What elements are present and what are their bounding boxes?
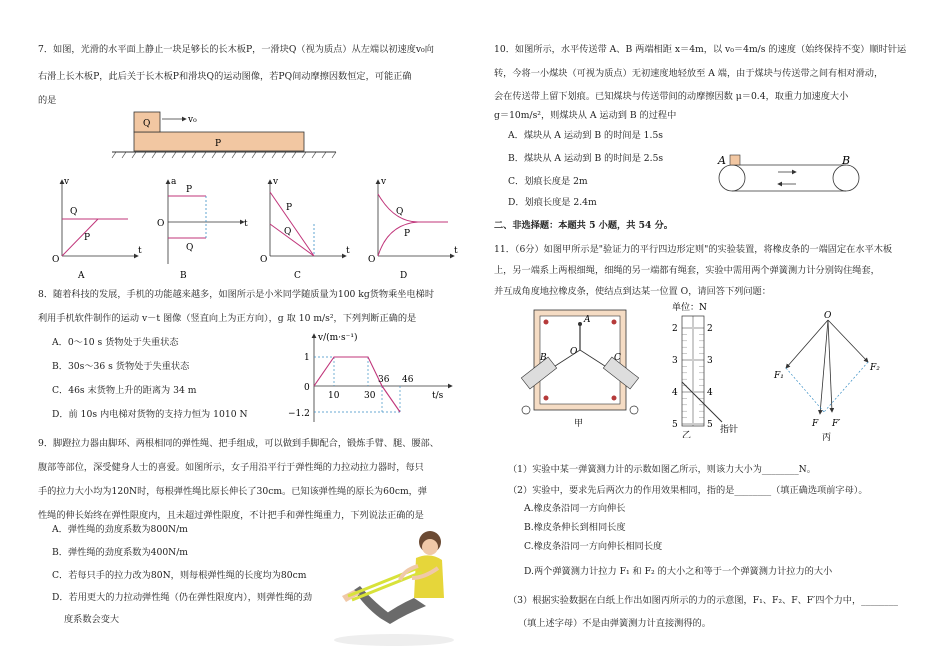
q8-yneg: −1.2 — [288, 409, 310, 419]
q11-sub3-line1: （3）根据实验数据在白纸上作出如图丙所示的力的示意图，F₁、F₂、F、F′四个力中，________ — [508, 595, 898, 606]
svg-text:丙: 丙 — [822, 433, 832, 443]
q11-fig-yi — [652, 298, 756, 438]
q10-option-d: D．划痕长度是 2.4m — [508, 197, 597, 208]
q8-x46: 46 — [402, 375, 414, 385]
svg-text:P: P — [186, 185, 193, 195]
svg-text:a: a — [171, 177, 177, 187]
svg-text:2: 2 — [672, 324, 678, 334]
svg-text:O: O — [52, 255, 60, 265]
q7-graph-b — [157, 177, 248, 281]
svg-text:O: O — [157, 219, 165, 229]
svg-text:v: v — [273, 177, 279, 187]
q8-x30: 30 — [364, 391, 376, 401]
svg-text:B: B — [540, 353, 547, 363]
q10-line3: 会在传送带上留下划痕。已知煤块与传送带间的动摩擦因数 μ＝0.4，取重力加速度大小 — [494, 91, 849, 102]
q7-fig-q: Q — [143, 119, 151, 129]
svg-text:B: B — [180, 271, 187, 281]
q9-option-c: C．若每只手的拉力改为80N，则每根弹性绳的长度均为80cm — [52, 570, 307, 581]
q8-tlabel: t/s — [432, 391, 444, 401]
q11-fig-jia — [518, 306, 644, 430]
svg-text:4: 4 — [707, 388, 713, 398]
q10-conveyor-figure — [716, 148, 866, 198]
svg-text:甲: 甲 — [574, 419, 584, 429]
svg-text:3: 3 — [707, 356, 713, 366]
q10-line2: 转，今将一小煤块（可视为质点）无初速度地轻放至 A 端，由于煤块与传送带之间有相对滑动， — [494, 68, 884, 79]
q7-line3: 的是 — [38, 95, 57, 106]
svg-text:指针: 指针 — [720, 425, 739, 435]
svg-text:t: t — [244, 219, 248, 229]
svg-text:Q: Q — [284, 227, 292, 237]
q9-option-a: A．弹性绳的劲度系数为800N/m — [52, 524, 188, 535]
q10-line1: 10．如图所示，水平传送带 A、B 两端相距 x＝4m，以 v₀＝4m/s 的速度（始终保持不变）顺时针运 — [494, 44, 907, 55]
q8-x10: 10 — [328, 391, 340, 401]
svg-text:t: t — [138, 246, 142, 256]
q10-option-a: A．煤块从 A 运动到 B 的时间是 1.5s — [508, 130, 664, 141]
svg-text:Q: Q — [186, 243, 194, 253]
svg-text:2: 2 — [707, 324, 713, 334]
q8-y1: 1 — [304, 353, 310, 363]
q11-sub2-option-c: C.橡皮条沿同一方向伸长相同长度 — [524, 541, 663, 552]
q11-line2: 上，另一端系上两根细绳，细绳的另一端都有绳套，实验中需用两个弹簧测力计分别钩住绳套， — [494, 265, 880, 276]
q9-option-d-cont: 度系数会变大 — [64, 614, 120, 625]
svg-text:O: O — [368, 255, 376, 265]
q10-option-c: C．划痕长度是 2m — [508, 176, 588, 187]
q8-x36: 36 — [378, 375, 390, 385]
svg-text:v: v — [381, 177, 387, 187]
q9-photo-figure — [334, 520, 464, 648]
q7-graph-c — [260, 177, 350, 281]
q11-sub2-option-b: B.橡皮条伸长到相同长度 — [524, 522, 626, 533]
q8-option-c: C．46s 末货物上升的距离为 34 m — [52, 385, 197, 396]
q10-option-b: B．煤块从 A 运动到 B 的时间是 2.5s — [508, 153, 664, 164]
q11-sub2-option-d: D.两个弹簧测力计拉力 F₁ 和 F₂ 的大小之和等于一个弹簧测力计拉力的大小 — [524, 566, 833, 577]
svg-text:单位：N: 单位：N — [672, 303, 707, 313]
svg-text:O: O — [260, 255, 268, 265]
q9-line1: 9．脚蹬拉力器由脚环、两根相同的弹性绳、把手组成，可以做到手脚配合，锻炼手臂、腿、腰部、 — [38, 438, 439, 449]
q7-line2: 右滑上长木板P，此后关于长木板P和滑块Q的运动图像，若PQ间动摩擦因数恒定，可能正确 — [38, 71, 412, 82]
svg-text:Q: Q — [70, 207, 78, 217]
q7-graphs — [38, 174, 466, 282]
q7-fig-v0: v₀ — [188, 115, 197, 125]
svg-text:4: 4 — [672, 388, 678, 398]
q7-graph-d — [368, 177, 458, 281]
svg-text:5: 5 — [707, 420, 713, 430]
q8-option-d: D．前 10s 内电梯对货物的支持力恒为 1010 N — [52, 409, 248, 420]
q11-fig-bing — [766, 306, 890, 444]
q7-graph-a — [52, 177, 142, 281]
svg-text:5: 5 — [672, 420, 678, 430]
svg-text:乙: 乙 — [682, 431, 692, 438]
svg-text:v: v — [64, 177, 70, 187]
section2-heading: 二、非选择题：本题共 5 小题，共 54 分。 — [494, 220, 673, 231]
q7-fig-p: P — [215, 139, 222, 149]
svg-text:t: t — [454, 246, 458, 256]
q10-fig-b: B — [842, 154, 851, 167]
q9-line3: 手的拉力大小均为120N时，每根弹性绳比原长伸长了30cm。已知该弹性绳的原长为60cm，弹 — [38, 486, 428, 497]
q8-origin: 0 — [304, 383, 310, 393]
svg-text:t: t — [346, 246, 350, 256]
q10-fig-a: A — [718, 154, 726, 167]
q11-sub3-line2: （填上述字母）不是由弹簧测力计直接测得的。 — [518, 618, 711, 629]
svg-text:P: P — [404, 229, 411, 239]
svg-text:P: P — [286, 203, 293, 213]
svg-text:P: P — [84, 233, 91, 243]
q8-line2: 利用手机软件制作的运动 v－t 图像（竖直向上为正方向），g 取 10 m/s²，下列判断正确的是 — [38, 313, 417, 324]
q9-line2: 腹部等部位，深受健身人士的喜爱。如图所示，女子用沿平行于弹性绳的力拉动拉力器时，每只 — [38, 462, 424, 473]
svg-text:O: O — [824, 311, 832, 321]
svg-text:F: F — [812, 419, 819, 429]
q8-option-a: A．0～10 s 货物处于失重状态 — [52, 337, 179, 348]
svg-text:F₁: F₁ — [774, 371, 784, 381]
q9-option-d: D．若用更大的力拉动弹性绳（仍在弹性限度内），则弹性绳的劲 — [52, 592, 313, 603]
svg-text:F₂: F₂ — [870, 363, 880, 373]
svg-text:C: C — [614, 353, 621, 363]
svg-text:D: D — [400, 271, 408, 281]
svg-text:A: A — [78, 271, 85, 281]
q8-option-b: B．30s～36 s 货物处于失重状态 — [52, 361, 190, 372]
q11-sub1: （1）实验中某一弹簧测力计的示数如图乙所示，则该力大小为________N。 — [508, 464, 816, 475]
q10-line4: g＝10m/s²，则煤块从 A 运动到 B 的过程中 — [494, 110, 677, 121]
svg-text:3: 3 — [672, 356, 678, 366]
q11-sub2: （2）实验中，要求先后两次力的作用效果相同，指的是________（填正确选项前字母）。 — [508, 485, 868, 496]
q7-block-figure — [110, 104, 380, 160]
q9-option-b: B．弹性绳的劲度系数为400N/m — [52, 547, 189, 558]
svg-text:C: C — [294, 271, 301, 281]
q8-ylabel: v/(m·s⁻¹) — [318, 333, 358, 343]
q8-line1: 8．随着科技的发展，手机的功能越来越多，如图所示是小米同学随质量为100 kg货物乘坐电梯时 — [38, 289, 435, 300]
q11-sub2-option-a: A.橡皮条沿同一方向伸长 — [524, 503, 626, 514]
q9-line4: 性绳的伸长始终在弹性限度内，且未超过弹性限度，不计把手和弹性绳重力，下列说法正确的是 — [38, 510, 424, 521]
svg-text:A: A — [584, 315, 591, 325]
q11-line1: 11．（6分）如图甲所示是"验证力的平行四边形定则"的实验装置，将橡皮条的一端固定在水平木板 — [494, 244, 893, 255]
svg-text:Q: Q — [396, 207, 404, 217]
q8-vt-graph — [284, 330, 460, 426]
svg-text:F′: F′ — [832, 419, 841, 429]
svg-text:O: O — [570, 347, 578, 357]
q7-line1: 7．如图，光滑的水平面上静止一块足够长的长木板P，一滑块Q（视为质点）从左端以初速度v₀向 — [38, 44, 434, 55]
q11-line3: 并互成角度地拉橡皮条，使结点到达某一位置 O，请回答下列问题： — [494, 286, 771, 297]
